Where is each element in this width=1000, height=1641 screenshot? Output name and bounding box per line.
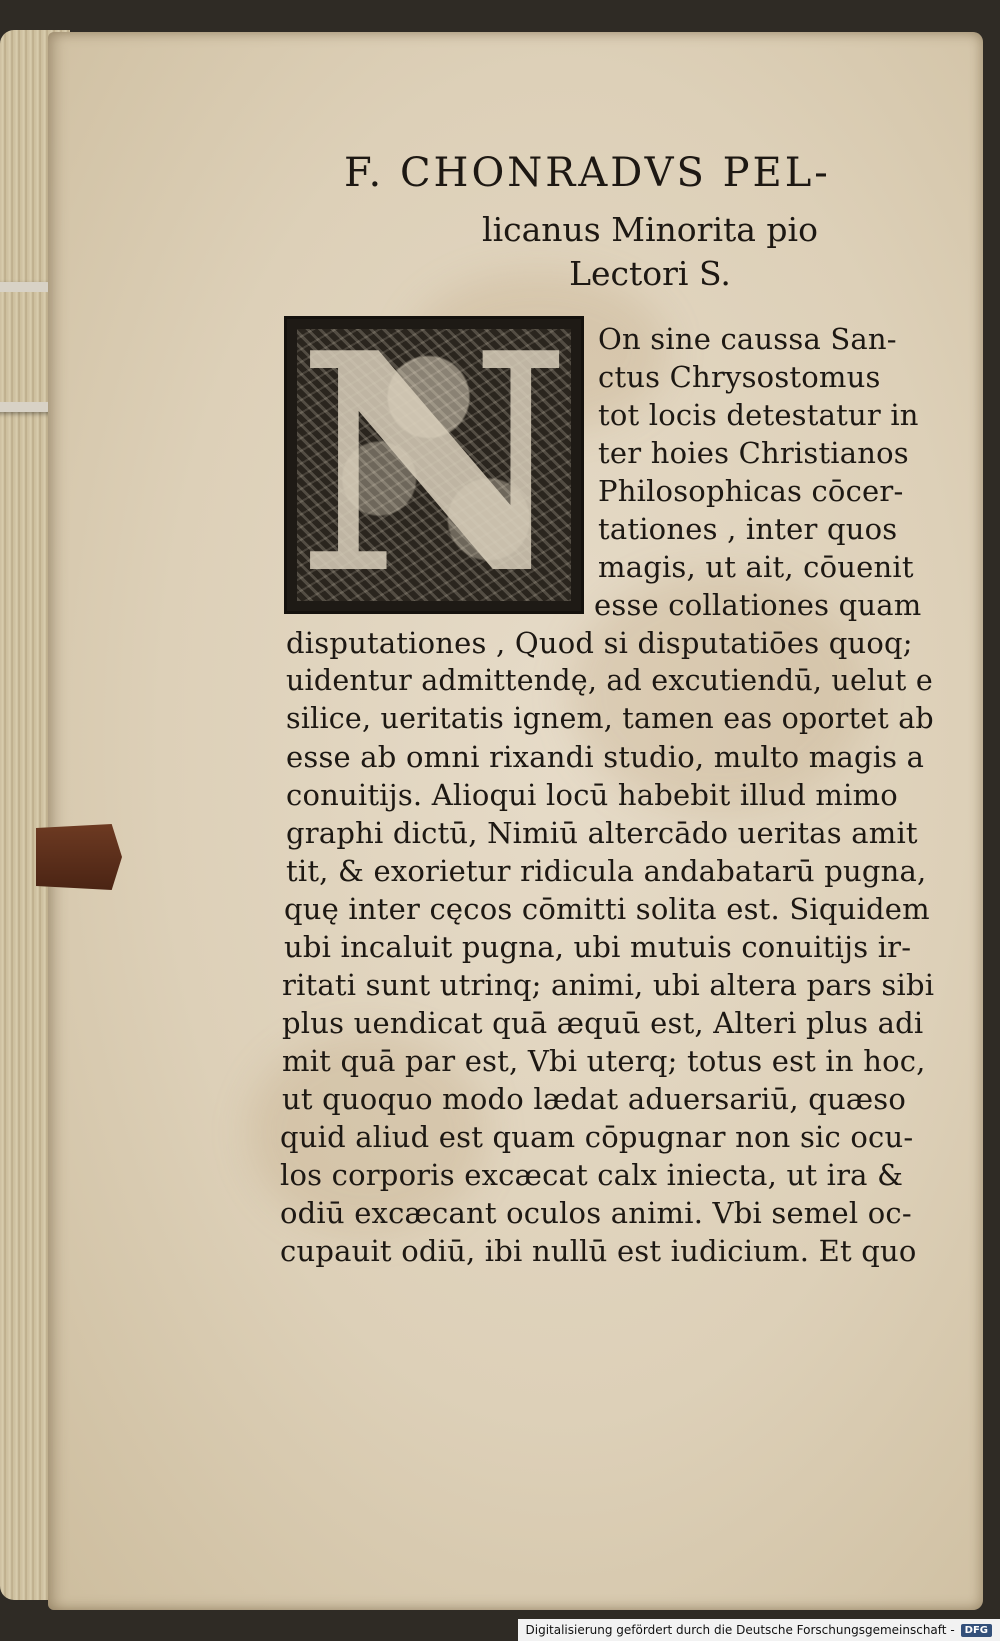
footer-text: Digitalisierung gefördert durch die Deutsche Forschungsgemeinschaft - [525, 1623, 955, 1637]
text-line: ut quoquo modo lædat aduersariū, quæso [282, 1082, 907, 1116]
text-line: conuitijs. Alioqui locū habebit illud mimo [286, 778, 898, 812]
text-line: cupauit odiū, ibi nullū est iudicium. Et quo [280, 1234, 917, 1268]
text-line: ritati sunt utrinq; animi, ubi altera pars sibi [282, 968, 935, 1002]
text-line: esse collationes quam [594, 588, 922, 622]
text-line: silice, ueritatis ignem, tamen eas oportet ab [286, 702, 934, 735]
text-line: plus uendicat quā æquū est, Alteri plus adi [282, 1006, 924, 1040]
subheading-line: Lectori S. [569, 254, 731, 293]
text-line: tit, & exorietur ridicula andabatarū pugna, [286, 854, 927, 888]
text-line: uidentur admittendę, ad excutiendū, uelut e [286, 664, 933, 697]
decorated-initial [284, 316, 584, 614]
text-line: On sine caussa San- [598, 322, 897, 356]
text-line: mit quā par est, Vbi uterq; totus est in hoc, [282, 1044, 926, 1078]
text-line: tot locis detestatur in [598, 398, 919, 432]
text-line: magis, ut ait, cōuenit [598, 550, 914, 584]
page-subheading [430, 208, 870, 296]
text-line: graphi dictū, Nimiū altercādo ueritas amit [286, 816, 918, 850]
text-line: ctus Chrysostomus [598, 360, 881, 394]
bookmark-tab [36, 824, 122, 890]
text-line: ter hoies Christianos [598, 436, 909, 470]
text-line: disputationes , Quod si disputatiōes quoq; [286, 626, 913, 660]
text-line: los corporis excæcat calx iniecta, ut ira & [280, 1158, 904, 1192]
text-line: tationes , inter quos [598, 512, 898, 546]
subheading-line: licanus Minorita pio [482, 210, 818, 249]
dfg-logo: DFG [961, 1624, 992, 1637]
text-line: quid aliud est quam cōpugnar non sic ocu- [280, 1120, 914, 1154]
footer-credit [518, 1619, 1000, 1641]
text-line: esse ab omni rixandi studio, multo magis a [286, 740, 925, 774]
text-line: ubi incaluit pugna, ubi mutuis conuitijs ir- [284, 930, 912, 964]
page-heading: F. CHONRADVS PEL- [344, 150, 831, 196]
text-line: odiū excæcant oculos animi. Vbi semel oc- [280, 1196, 912, 1230]
text-line: quę inter cęcos cōmitti solita est. Siquidem [284, 892, 930, 926]
initial-letter: N [296, 316, 572, 614]
text-line: Philosophicas cōcer- [598, 474, 904, 508]
